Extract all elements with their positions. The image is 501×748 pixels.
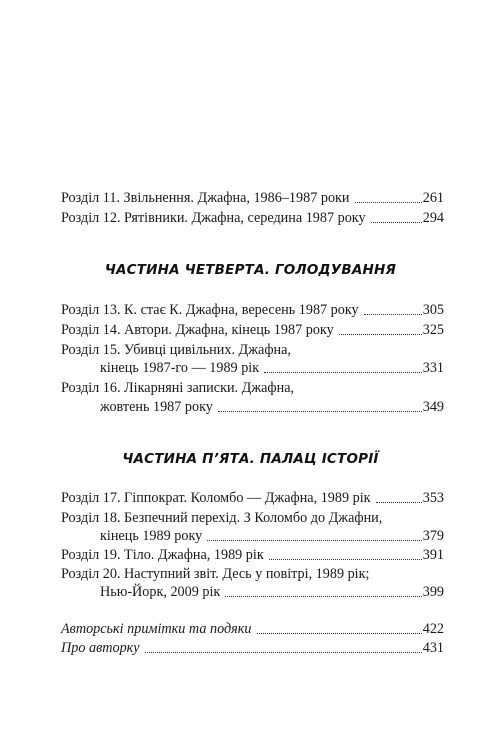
toc-entry-title-cont: Нью-Йорк, 2009 рік <box>100 584 221 600</box>
dot-leader <box>257 632 422 634</box>
toc-entry-title: Розділ 18. Безпечний перехід. З Коломбо до Джафни, <box>61 510 383 526</box>
toc-entry-20-cont <box>100 584 444 601</box>
toc-entry-title-cont: кінець 1987-го — 1989 рік <box>100 360 260 376</box>
dot-leader <box>269 558 422 560</box>
dot-leader <box>376 501 422 503</box>
dot-leader <box>225 595 421 597</box>
toc-entry-title: Розділ 13. К. стає К. Джафна, вересень 1987 року <box>61 302 359 318</box>
toc-entry-11 <box>61 190 444 207</box>
toc-entry-page: 353 <box>422 490 444 506</box>
toc-entry-page: 399 <box>422 584 444 600</box>
toc-entry-title: Розділ 11. Звільнення. Джафна, 1986–1987 роки <box>61 190 350 206</box>
toc-entry-15 <box>61 342 444 359</box>
toc-entry-19 <box>61 547 444 564</box>
toc-entry-title: Розділ 19. Тіло. Джафна, 1989 рік <box>61 547 264 563</box>
part-heading-five: ЧАСТИНА П’ЯТА. ПАЛАЦ ІСТОРІЇ <box>122 451 379 467</box>
dot-leader <box>339 333 422 335</box>
dot-leader <box>264 371 422 373</box>
toc-entry-15-cont <box>100 360 444 377</box>
toc-entry-12 <box>61 210 444 227</box>
toc-entry-13 <box>61 302 444 319</box>
toc-entry-title: Розділ 12. Рятівники. Джафна, середина 1987 року <box>61 210 366 226</box>
toc-entry-title: Про авторку <box>61 640 140 656</box>
toc-entry-page: 261 <box>422 190 444 206</box>
dot-leader <box>355 201 422 203</box>
toc-entry-page: 294 <box>422 210 444 226</box>
dot-leader <box>218 410 422 412</box>
toc-entry-title: Авторські примітки та подяки <box>61 621 252 637</box>
toc-entry-page: 331 <box>422 360 444 376</box>
toc-entry-page: 305 <box>422 302 444 318</box>
toc-entry-14 <box>61 322 444 339</box>
dot-leader <box>145 651 422 653</box>
dot-leader <box>207 539 421 541</box>
toc-entry-page: 391 <box>422 547 444 563</box>
toc-entry-16-cont <box>100 399 444 416</box>
toc-entry-16 <box>61 380 444 397</box>
toc-entry-page: 325 <box>422 322 444 338</box>
toc-entry-17 <box>61 490 444 507</box>
toc-entry-title: Розділ 16. Лікарняні записки. Джафна, <box>61 380 295 396</box>
toc-entry-title-cont: кінець 1989 року <box>100 528 203 544</box>
toc-entry-about-author <box>61 640 444 657</box>
toc-entry-18-cont <box>100 528 444 545</box>
toc-entry-title-cont: жовтень 1987 року <box>100 399 213 415</box>
toc-entry-20 <box>61 566 444 583</box>
toc-entry-page: 379 <box>422 528 444 544</box>
toc-entry-18 <box>61 510 444 527</box>
toc-entry-title: Розділ 14. Автори. Джафна, кінець 1987 року <box>61 322 334 338</box>
toc-entry-title: Розділ 20. Наступний звіт. Десь у повітрі, 1989 рік; <box>61 566 370 582</box>
toc-entry-title: Розділ 17. Гіппократ. Коломбо — Джафна, 1989 рік <box>61 490 371 506</box>
toc-entry-page: 431 <box>422 640 444 656</box>
part-heading-four: ЧАСТИНА ЧЕТВЕРТА. ГОЛОДУВАННЯ <box>104 262 397 278</box>
dot-leader <box>371 221 422 223</box>
toc-entry-page: 422 <box>422 621 444 637</box>
toc-entry-title: Розділ 15. Убивці цивільних. Джафна, <box>61 342 291 358</box>
toc-entry-notes <box>61 621 444 638</box>
dot-leader <box>364 313 422 315</box>
toc-entry-page: 349 <box>422 399 444 415</box>
